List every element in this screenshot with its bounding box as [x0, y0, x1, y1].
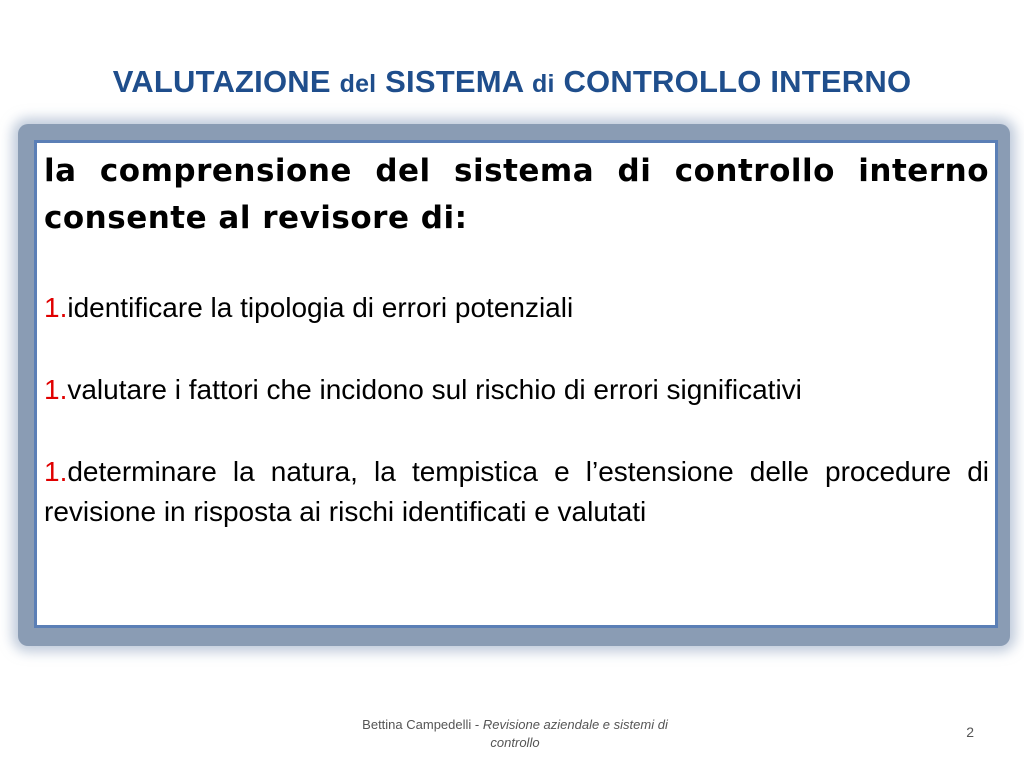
footer-course: Revisione aziendale e sistemi di controllo [482, 717, 668, 750]
content-text [44, 148, 989, 574]
footer-credit [360, 716, 670, 752]
title-part-1: VALUTAZIONE [112, 64, 340, 99]
title-part-2: del [339, 70, 377, 98]
list-item [44, 370, 989, 410]
list-item-text: determinare la natura, la tempistica e l’estensione delle procedure di revisione in risposta ai rischi identificati e valutati [44, 456, 989, 527]
list-item-text: valutare i fattori che incidono sul rischio di errori significativi [67, 374, 802, 405]
title-part-3: SISTEMA [376, 64, 532, 99]
slide-title [0, 64, 1024, 100]
footer-author: Bettina Campedelli - [362, 717, 483, 732]
intro-text: la comprensione del sistema di controllo interno consente al revisore di: [44, 153, 989, 236]
list-item-number: 1. [44, 374, 68, 405]
title-part-4: di [532, 70, 555, 98]
page-number: 2 [966, 724, 974, 740]
title-part-5: CONTROLLO INTERNO [554, 64, 912, 99]
list-item-number: 1. [44, 292, 68, 323]
list-item-number: 1. [44, 456, 68, 487]
list-item [44, 452, 989, 532]
list-item-text: identificare la tipologia di errori potenziali [67, 292, 574, 323]
list-item [44, 288, 989, 328]
